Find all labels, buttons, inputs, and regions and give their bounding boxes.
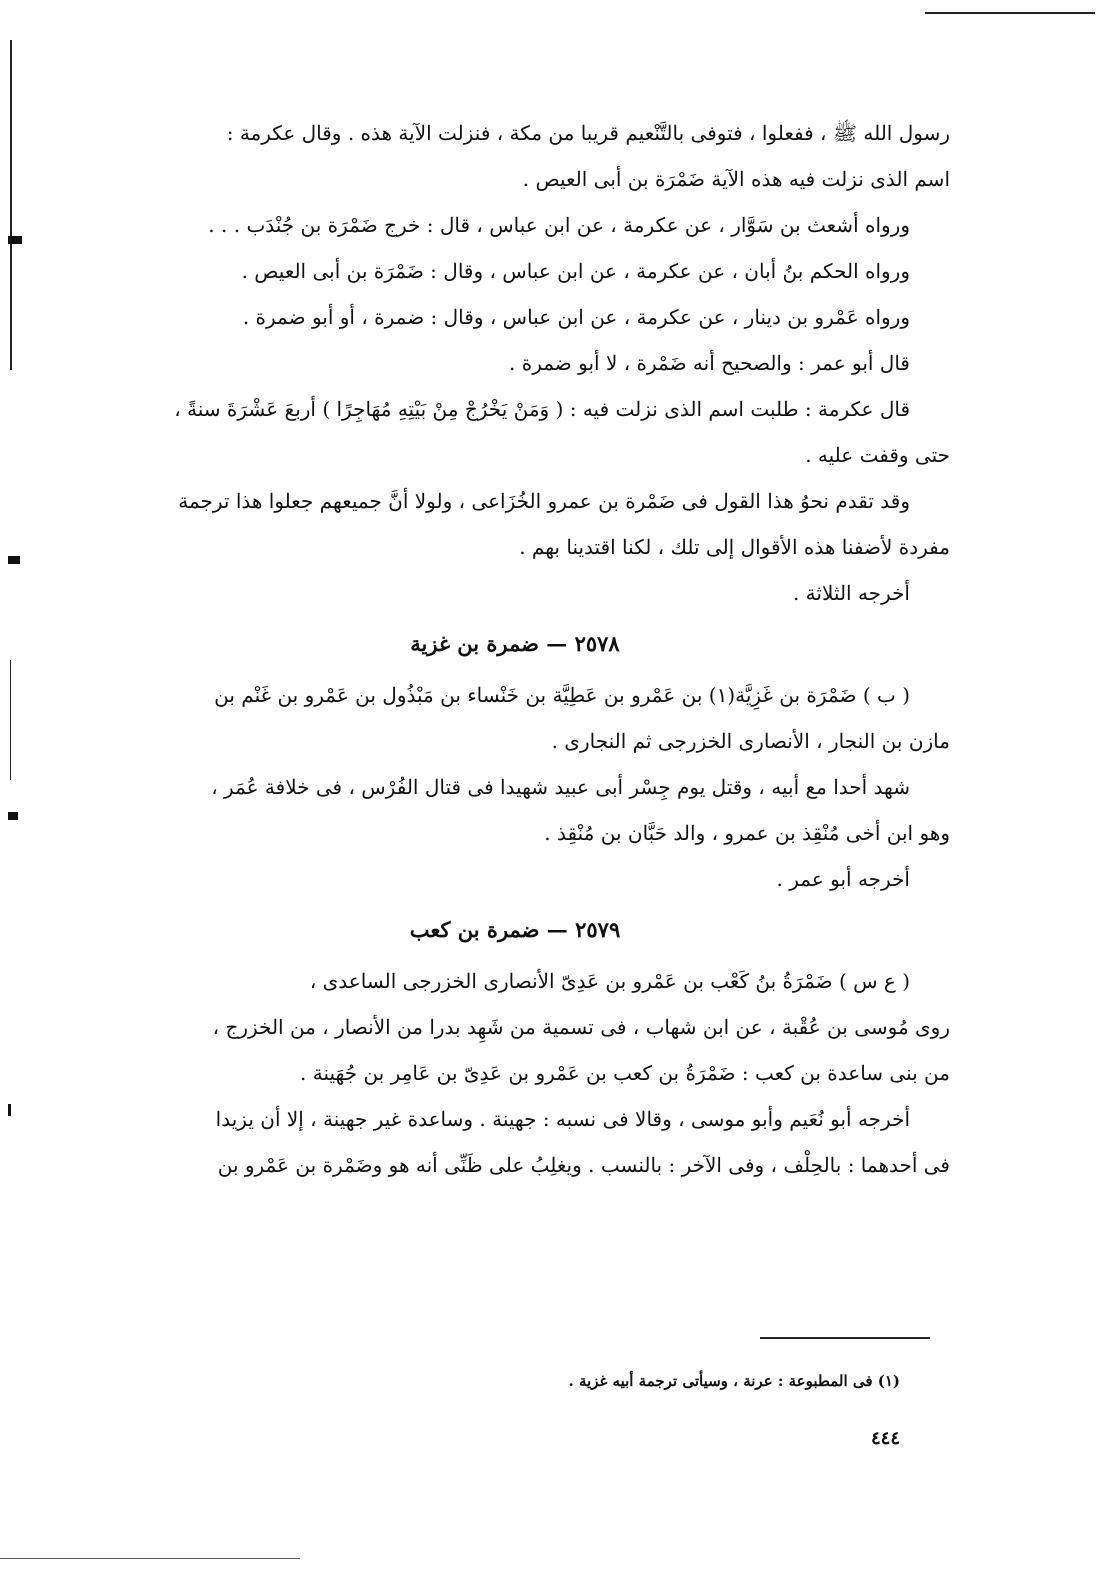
scan-mark [8, 236, 22, 244]
text-line: قال أبو عمر : والصحيح أنه ضَمْرة ، لا أبو ضمرة . [509, 351, 910, 375]
text-line: من بنى ساعدة بن كعب : ضَمْرَةُ بن كعب بن عَمْرو بن عَدِىّ بن عَامِر بن جُهَينة . [300, 1061, 950, 1085]
text-line: فى أحدهما : بالحِلْف ، وفى الآخر : بالنسب . ويغلِبُ على ظَنِّى أنه هو وضَمْرة بن عَمْرو بن [217, 1153, 950, 1177]
text-line: حتى وقفت عليه . [805, 443, 950, 467]
footnote-rule [760, 1337, 930, 1339]
text-line: وقد تقدم نحوُ هذا القول فى ضَمْرة بن عمرو الخُزَاعى ، ولولا أنَّ جميعهم جعلوا هذا ترجمة [178, 489, 910, 513]
text-line: أخرجه الثلاثة . [792, 581, 910, 605]
text-line: شهد أحدا مع أبيه ، وقتل يوم جِسْر أبى عبيد شهيدا فى قتال الفُرْس ، فى خلافة عُمَر ، [211, 775, 910, 799]
text-line: ( ع س ) ضَمْرَةُ بنُ كَعْب بن عَمْرو بن عَدِىّ الأنصارى الخزرجى الساعدى ، [309, 969, 910, 993]
footnote: (١) فى المطبوعة : عرنة ، وسيأتى ترجمة أبيه غزية . [568, 1372, 900, 1390]
text-line: اسم الذى نزلت فيه هذه الآية ضَمْرَة بن أبى العيص . [522, 167, 950, 191]
scan-mark [8, 812, 18, 820]
entry-heading: ٢٥٧٨ — ضمرة بن غزية [410, 631, 620, 656]
text-line: ورواه أشعث بن سَوَّار ، عن عكرمة ، عن ابن عباس ، قال : خرج ضَمْرَة بن جُنْدَب . . . [208, 213, 910, 237]
scan-left-edge [10, 40, 12, 370]
text-line: قال عكرمة : طلبت اسم الذى نزلت فيه : ( وَمَنْ يَخْرُجْ مِنْ بَيْتِهِ مُهَاجِرًا ) أربعَ عَشْرَةَ سنةً ، [174, 397, 910, 421]
text-line: روى مُوسى بن عُقْبة ، عن ابن شهاب ، فى تسمية من شَهِد بدرا من الأنصار ، من الخزرج ، [212, 1015, 950, 1039]
text-line: ( ب ) ضَمْرَة بن غَزِيَّة(١) بن عَمْرو بن عَطِيَّة بن خَنْساء بن مَبْذُول بن عَمْرو بن غَنْم بن [214, 683, 910, 707]
text-line: وهو ابن أخى مُنْقِذ بن عمرو ، والد حَبَّان بن مُنْقِذ . [544, 821, 950, 845]
text-line: أخرجه أبو نُعَيم وأبو موسى ، وقالا فى نسبه : جهينة . وساعدة غير جهينة ، إلا أن يزيدا [215, 1107, 910, 1131]
text-line: مفردة لأضفنا هذه الأقوال إلى تلك ، لكنا اقتدينا بهم . [519, 535, 950, 559]
scan-mark [8, 1104, 11, 1116]
text-line: ورواه عَمْرو بن دينار ، عن عكرمة ، عن ابن عباس ، وقال : ضمرة ، أو أبو ضمرة . [242, 305, 910, 329]
page-body [80, 110, 950, 1188]
text-line: مازن بن النجار ، الأنصارى الخزرجى ثم النجارى . [551, 729, 950, 753]
scan-mark [8, 556, 20, 564]
scan-left-edge [10, 660, 11, 780]
text-line: أخرجه أبو عمر . [776, 867, 910, 891]
scan-bottom-rule [0, 1558, 300, 1559]
entry-heading: ٢٥٧٩ — ضمرة بن كعب [409, 917, 621, 942]
scan-top-rule [925, 12, 1095, 14]
page-number: ٤٤٤ [870, 1428, 900, 1449]
text-line: رسول الله ﷺ ، ففعلوا ، فتوفى بالتَّنْعيم قريبا من مكة ، فنزلت الآية هذه . وقال عكرمة : [226, 121, 950, 145]
text-line: ورواه الحكم بنُ أبان ، عن عكرمة ، عن ابن عباس ، وقال : ضَمْرَة بن أبى العيص . [241, 259, 910, 283]
